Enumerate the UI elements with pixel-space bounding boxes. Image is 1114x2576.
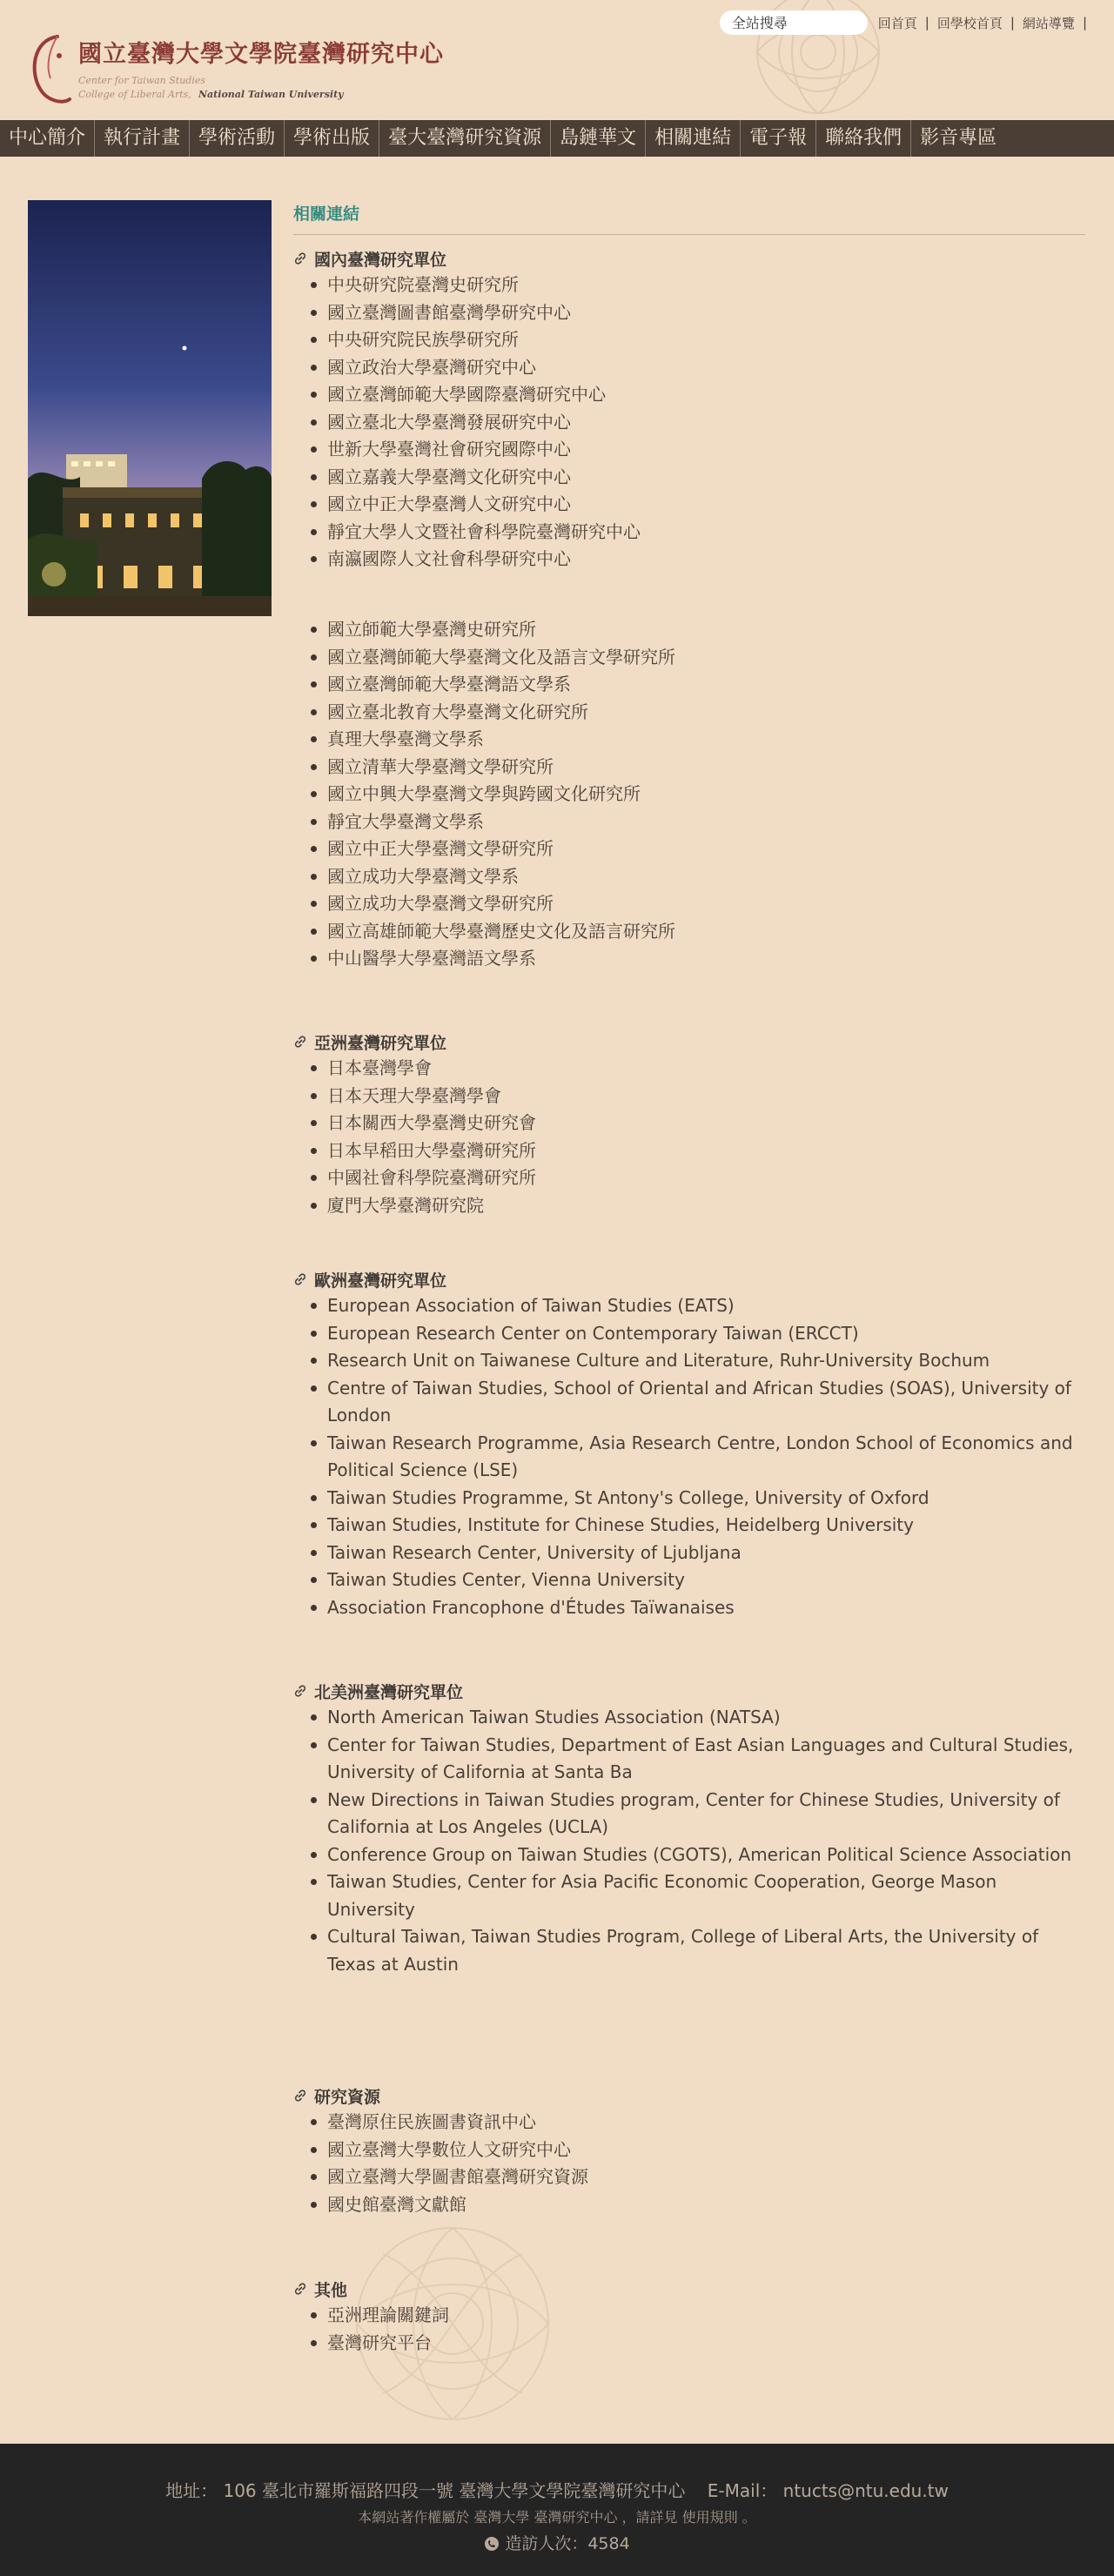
section-title: 歐洲臺灣研究單位 (314, 1271, 447, 1291)
resource-link[interactable]: Conference Group on Taiwan Studies (CGOTS), American Political Science Association (327, 1843, 1072, 1865)
link-separator: | (924, 15, 929, 30)
home-link[interactable]: 回首頁 (877, 15, 917, 31)
resource-link[interactable]: 國立臺灣大學圖書館臺灣研究資源 (327, 2166, 588, 2187)
list-item[interactable] (311, 1594, 1085, 1622)
footer-address-line (0, 2477, 1114, 2502)
section-title: 北美洲臺灣研究單位 (314, 1682, 464, 1702)
list-item[interactable] (311, 1430, 1085, 1485)
resource-link[interactable]: 國立中正大學臺灣文學研究所 (327, 838, 554, 859)
resource-link[interactable]: 國立中正大學臺灣人文研究中心 (327, 493, 571, 514)
section-domestic (293, 245, 1085, 574)
list-item[interactable] (311, 519, 1085, 547)
list-item[interactable] (311, 2109, 1085, 2137)
page-title: 相關連結 (293, 200, 1085, 235)
list-item[interactable] (311, 2137, 1085, 2164)
site-footer (0, 2444, 1114, 2576)
nav-item-island-chain[interactable]: 島鏈華文 (551, 120, 646, 157)
resource-link[interactable]: 臺灣原住民族圖書資訊中心 (327, 2111, 536, 2132)
resource-link[interactable]: 中央研究院臺灣史研究所 (327, 274, 519, 295)
list-item[interactable] (311, 1841, 1085, 1869)
resource-link[interactable]: Taiwan Studies Programme, St Antony's College, University of Oxford (327, 1486, 929, 1508)
resource-link[interactable]: New Directions in Taiwan Studies program, Center for Chinese Studies, University of California at Los Angeles (UCLA) (327, 1788, 1060, 1837)
visit-counter (0, 2531, 1114, 2554)
list-item[interactable] (311, 1292, 1085, 1320)
resource-link[interactable]: 靜宜大學人文暨社會科學院臺灣研究中心 (327, 520, 641, 542)
resource-link[interactable]: 國立臺北大學臺灣發展研究中心 (327, 411, 571, 433)
nav-item-publications[interactable]: 學術出版 (285, 120, 379, 157)
resource-link[interactable]: Taiwan Research Programme, Asia Research Centre, London School of Economics and Political Science (LSE) (327, 1432, 1073, 1480)
list-item[interactable] (311, 1868, 1085, 1923)
resource-link[interactable]: 國立臺灣師範大學臺灣文化及語言文學研究所 (327, 646, 675, 667)
list-item[interactable] (311, 272, 1085, 299)
section-europe (293, 1266, 1085, 1621)
top-links (878, 14, 1095, 32)
list-item[interactable] (311, 918, 1085, 946)
resource-link[interactable]: 真理大學臺灣文學系 (327, 728, 484, 749)
nav-item-links[interactable]: 相關連結 (646, 120, 741, 157)
resource-link[interactable]: 中國社會科學院臺灣研究所 (327, 1167, 536, 1188)
address-text: 106 臺北市羅斯福路四段一號 臺灣大學文學院臺灣研究中心 (223, 2480, 686, 2501)
list-item[interactable] (311, 491, 1085, 519)
visits-count: 4584 (587, 2534, 630, 2553)
logo-subtitle-college: College of Liberal Arts, (78, 89, 191, 100)
link-icon (293, 1272, 307, 1286)
resource-link[interactable]: Taiwan Research Center, University of Ljubljana (327, 1541, 742, 1563)
section-title: 研究資源 (314, 2087, 381, 2107)
list-item[interactable] (311, 1704, 1085, 1732)
resource-link[interactable]: Association Francophone d'Études Taïwanaises (327, 1596, 735, 1618)
list-item[interactable] (311, 808, 1085, 836)
list-item[interactable] (311, 1110, 1085, 1137)
section-north-america (293, 1678, 1085, 1978)
link-separator: | (1010, 15, 1015, 30)
section-title: 國內臺灣研究單位 (314, 250, 447, 270)
resource-link[interactable]: Taiwan Studies, Center for Asia Pacific Economic Cooperation, George Mason University (327, 1871, 997, 1920)
resource-link[interactable]: Taiwan Studies, Institute for Chinese Studies, Heidelberg University (327, 1514, 914, 1535)
email-link[interactable]: ntucts@ntu.edu.tw (782, 2480, 949, 2501)
list-item[interactable] (311, 326, 1085, 354)
link-separator: | (1082, 15, 1087, 30)
resource-link[interactable]: 靜宜大學臺灣文學系 (327, 810, 484, 832)
list-item[interactable] (311, 2330, 1085, 2358)
section-domestic-departments (293, 616, 1085, 973)
link-icon (293, 1684, 307, 1698)
list-item[interactable] (311, 409, 1085, 437)
main-content (293, 200, 1085, 2353)
list-item[interactable] (311, 1540, 1085, 1567)
resource-link[interactable]: Research Unit on Taiwanese Culture and Literature, Ruhr-University Bochum (327, 1350, 990, 1371)
link-icon (293, 252, 307, 265)
list-item[interactable] (311, 616, 1085, 644)
resource-link[interactable]: 日本臺灣學會 (327, 1057, 432, 1078)
list-item[interactable] (311, 1566, 1085, 1594)
section-research-resources (293, 2083, 1085, 2218)
list-item[interactable] (311, 2163, 1085, 2191)
site-header (0, 0, 1114, 120)
list-item[interactable] (311, 1055, 1085, 1083)
list-item[interactable] (311, 945, 1085, 973)
list-item[interactable] (311, 1192, 1085, 1220)
resource-link[interactable]: 國立臺北教育大學臺灣文化研究所 (327, 701, 588, 722)
list-item[interactable] (311, 644, 1085, 672)
resource-link[interactable]: 國立中興大學臺灣文學與跨國文化研究所 (327, 783, 641, 804)
list-item[interactable] (311, 754, 1085, 782)
resource-link[interactable]: 國立臺灣師範大學國際臺灣研究中心 (327, 384, 606, 405)
resource-link[interactable]: 國立成功大學臺灣文學研究所 (327, 893, 554, 914)
campus-night-photo (28, 200, 272, 616)
list-item[interactable] (311, 381, 1085, 409)
list-item[interactable] (311, 1347, 1085, 1375)
list-item[interactable] (311, 1732, 1085, 1787)
link-icon (293, 2089, 307, 2103)
resource-link[interactable]: 亞洲理論關鍵詞 (327, 2304, 449, 2325)
nav-item-projects[interactable]: 執行計畫 (95, 120, 190, 157)
list-item[interactable] (311, 890, 1085, 918)
section-header (293, 1678, 1085, 1704)
list-item[interactable] (311, 354, 1085, 382)
link-icon (293, 2282, 307, 2296)
list-item[interactable] (311, 1320, 1085, 1348)
list-item[interactable] (311, 1375, 1085, 1430)
list-item[interactable] (311, 1083, 1085, 1110)
section-other (293, 2276, 1085, 2357)
list-item[interactable] (311, 2302, 1085, 2330)
nav-item-activities[interactable]: 學術活動 (190, 120, 285, 157)
site-logo[interactable] (24, 30, 444, 110)
resource-link[interactable]: 國立師範大學臺灣史研究所 (327, 619, 536, 640)
list-item[interactable] (311, 1923, 1085, 1978)
list-item[interactable] (311, 1485, 1085, 1513)
footer-copyright: 本網站著作權屬於 臺灣大學 臺灣研究中心 ，請詳見 使用規則 。 (358, 2509, 756, 2526)
list-item[interactable] (311, 1164, 1085, 1192)
list-item[interactable] (311, 546, 1085, 574)
sitemap-link[interactable]: 網站導覽 (1022, 15, 1075, 31)
resource-link[interactable]: 世新大學臺灣社會研究國際中心 (327, 439, 571, 460)
section-header (293, 1029, 1085, 1055)
list-item[interactable] (311, 1787, 1085, 1841)
section-header (293, 2083, 1085, 2109)
site-search-input[interactable] (720, 10, 868, 35)
section-header (293, 1266, 1085, 1292)
nav-item-media[interactable]: 影音專區 (920, 127, 997, 149)
section-title: 其他 (314, 2280, 348, 2300)
resource-link[interactable]: 國史館臺灣文獻館 (327, 2193, 466, 2215)
resource-link[interactable]: European Association of Taiwan Studies (EATS) (327, 1295, 735, 1316)
resource-link[interactable]: Centre of Taiwan Studies, School of Oriental and African Studies (SOAS), University of London (327, 1377, 1071, 1426)
visitor-icon (484, 2536, 500, 2552)
resource-link[interactable]: 臺灣研究平台 (327, 2331, 432, 2353)
nav-item-newsletter[interactable]: 電子報 (741, 120, 816, 157)
nav-item-resources[interactable]: 臺大臺灣研究資源 (379, 120, 551, 157)
list-item[interactable] (311, 299, 1085, 327)
list-item[interactable] (311, 671, 1085, 699)
logo-subtitle-en: Center for Taiwan Studies (78, 75, 206, 86)
resource-link[interactable]: 國立臺灣圖書館臺灣學研究中心 (327, 301, 571, 323)
resource-link[interactable]: 廈門大學臺灣研究院 (327, 1194, 484, 1216)
list-item[interactable] (311, 1137, 1085, 1165)
nav-item-contact[interactable]: 聯絡我們 (816, 120, 911, 157)
resource-link[interactable]: 中山醫學大學臺灣語文學系 (327, 948, 536, 969)
resource-link[interactable]: 日本關西大學臺灣史研究會 (327, 1112, 536, 1133)
resource-link[interactable]: North American Taiwan Studies Association (NATSA) (327, 1707, 781, 1727)
logo-emblem-icon (24, 30, 78, 110)
resource-link[interactable]: 日本天理大學臺灣學會 (327, 1084, 501, 1106)
logo-title: 國立臺灣大學文學院臺灣研究中心 (78, 41, 444, 68)
address-label: 地址： (165, 2480, 218, 2501)
resource-link[interactable]: 南瀛國際人文社會科學研究中心 (327, 548, 571, 569)
list-item[interactable] (311, 863, 1085, 891)
list-item[interactable] (311, 2191, 1085, 2219)
list-item[interactable] (311, 464, 1085, 492)
list-item[interactable] (311, 699, 1085, 727)
resource-link[interactable]: 國立高雄師範大學臺灣歷史文化及語言研究所 (327, 920, 675, 942)
logo-subtitle-university: National Taiwan University (198, 89, 344, 100)
link-icon (293, 1035, 307, 1049)
list-item[interactable] (311, 726, 1085, 754)
resource-link[interactable]: 國立政治大學臺灣研究中心 (327, 356, 536, 378)
email-label: E-Mail： (707, 2480, 778, 2501)
resource-link[interactable]: European Research Center on Contemporary Taiwan (ERCCT) (327, 1322, 859, 1344)
resource-link[interactable]: 國立嘉義大學臺灣文化研究中心 (327, 466, 571, 487)
resource-link[interactable]: 國立臺灣師範大學臺灣語文學系 (327, 674, 571, 694)
resource-link[interactable]: 國立清華大學臺灣文學研究所 (327, 755, 554, 777)
list-item[interactable] (311, 1512, 1085, 1540)
list-item[interactable] (311, 835, 1085, 863)
section-header (293, 2276, 1085, 2302)
section-asia (293, 1029, 1085, 1219)
nav-item-about[interactable]: 中心簡介 (0, 120, 95, 157)
resource-link[interactable]: 中央研究院民族學研究所 (327, 329, 519, 350)
resource-link[interactable]: 國立成功大學臺灣文學系 (327, 865, 519, 887)
list-item[interactable] (311, 781, 1085, 808)
resource-link[interactable]: Taiwan Studies Center, Vienna University (327, 1569, 685, 1590)
resource-link[interactable]: Center for Taiwan Studies, Department of East Asian Languages and Cultural Studies, University of California at Santa Ba (327, 1734, 1074, 1782)
section-header (293, 245, 1085, 272)
resource-link[interactable]: 日本早稻田大學臺灣研究所 (327, 1139, 536, 1161)
resource-link[interactable]: 國立臺灣大學數位人文研究中心 (327, 2138, 571, 2160)
section-title: 亞洲臺灣研究單位 (314, 1033, 447, 1053)
visits-label: 造訪人次： (505, 2534, 588, 2553)
resource-link[interactable]: Cultural Taiwan, Taiwan Studies Program, College of Liberal Arts, the University of Texas at Austin (327, 1926, 1039, 1975)
top-tools (720, 10, 1095, 35)
list-item[interactable] (311, 436, 1085, 464)
main-nav (0, 120, 1114, 157)
university-home-link[interactable]: 回學校首頁 (936, 15, 1003, 31)
